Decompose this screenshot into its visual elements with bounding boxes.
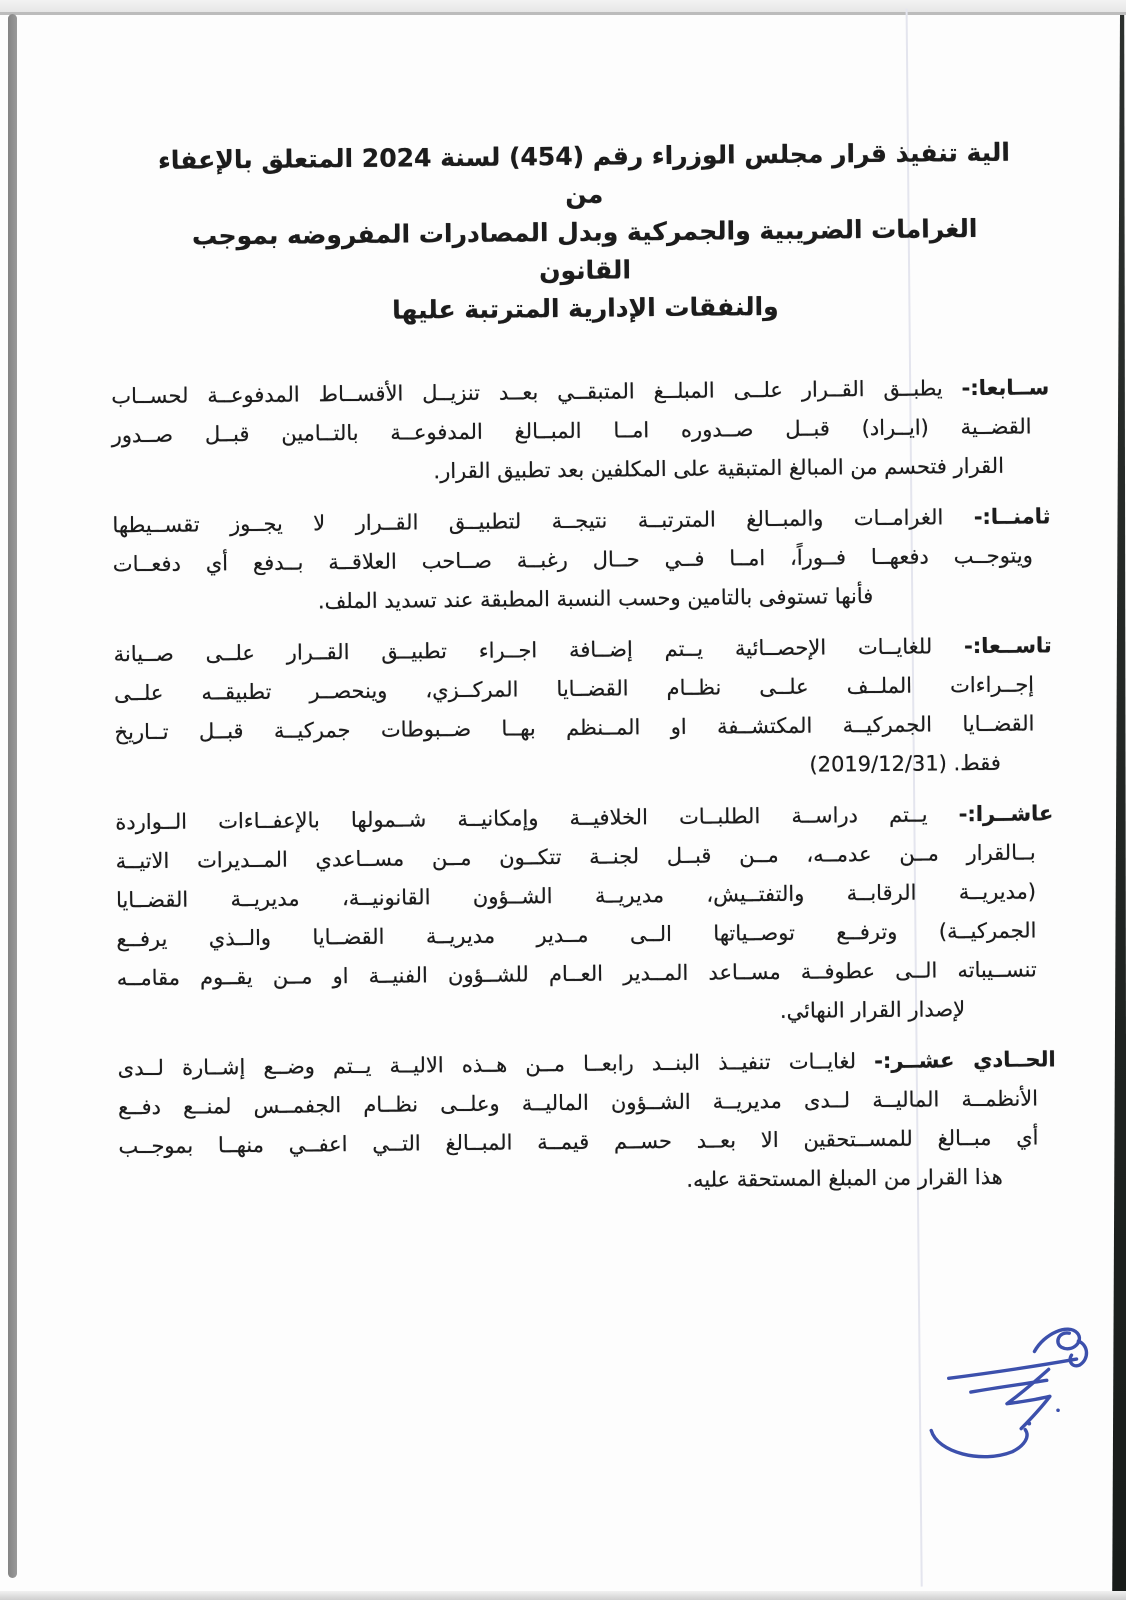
clause-line: أي مبــالغ للمســتحقين الا بعــد حســم قيمــة المبــالغ التــي اعفــي منهــا بموجــب [118,1125,1039,1159]
document-title [109,133,1049,332]
clause-text: الغرامــات والمبــالغ المترتبــة نتيجــة لتطبيــق القــرار لا يجــوز تقســيطها [112,505,944,538]
clause-line: فأنها تستوفى بالتامين وحسب النسبة المطبقة عند تسديد الملف. [317,583,874,614]
clause-line: الأنظمــة الماليــة لــدى مديريــة الشــؤون الماليــة وعلــى نظــام الجفمــس لمنــع دفــع [117,1086,1039,1120]
clause-label: عاشــرا:- [958,801,1054,827]
clause-ninth [114,626,1053,791]
clause-line: (مديريــة الرقابــة والتفتــيش، مديريــة الشــؤون القانونيــة، مديريــة القضــايا [115,879,1037,913]
clause-eighth [112,497,1051,623]
clause-line: لإصدار القرار النهائي. [779,997,966,1023]
clause-seventh [111,368,1050,494]
clause-text: يــتم دراســة الطلبــات الخلافيــة وإمكانيــة شــمولها بالإعفــاءات الــواردة [115,802,928,835]
clause-line: القضــايا الجمركيــة المكتشــفة او المــنظم بهــا ضــبوطات جمركيــة قبــل تــاريخ [114,711,1035,745]
clause-line: القرار فتحسم من المبالغ المتبقية على المكلفين بعد تطبيق القرار. [433,453,1005,484]
title-line: الغرامات الضريبية والجمركية وبدل المصادرات المفروضه بموجب القانون [191,213,978,286]
clause-label: ســابعا:- [961,375,1050,401]
clause-text: يطبــق القــرار علــى المبلــغ المتبقــي بعــد تنزيــل الأقســاط المدفوعــة لحســاب [111,376,943,409]
clause-label: الحــادي عشــر:- [874,1047,1056,1074]
clause-line: هذا القرار من المبلغ المستحقة عليه. [686,1164,1003,1192]
clause-line: القضــية (ايــراد) قبــل صــدوره امــا المبــالغ المدفوعــة بالتــامين قبــل صــدور [111,414,1032,448]
clause-eleventh [118,1040,1057,1205]
document-body [109,133,1057,1217]
title-line: والنفقات الإدارية المترتبة عليها [392,291,779,325]
clause-text: لغايــات تنفيــذ البنــد رابعــا مــن هــذه الاليــة يــتم وضــع إشــارة لــدى [117,1049,857,1081]
clause-line: ويتوجــب دفعهــا فــوراً، امــا فــي حــال رغبــة صــاحب العلاقــة بــدفع أي دفعــات [112,543,1033,577]
handwritten-signature-icon [918,1297,1102,1467]
clause-line: الجمركيــة) وترفــع توصــياتها الــى مــدير مديريــة القضــايا والــذي يرفــع [116,918,1037,952]
clauses [111,368,1057,1205]
clause-label: ثامنــا:- [973,504,1051,530]
clause-tenth [115,794,1055,1037]
clause-label: تاســعا:- [963,633,1052,659]
clause-line: فقط. (2019/12/31) [809,750,1001,777]
clause-text: للغايــات الإحصــائية يــتم إضــافة اجــراء تطبيــق القــرار علــى صــيانة [113,634,933,667]
clause-line: إجــراءات الملــف علــى نظــام القضــايا المركــزي، وينحصــر تطبيقــه علــى [113,672,1035,706]
clause-line: بــالقرار مــن عدمــه، مــن قبــل لجنــة تتكــون مــن مســاعدي المــديرات الاتيــة [115,840,1036,874]
clause-line: تنســيباته الــى عطوفــة مســاعد المــدير العــام للشــؤون الفنيــة او مــن يقــوم مقامــه [116,957,1037,991]
title-line: الية تنفيذ قرار مجلس الوزراء رقم (454) لسنة 2024 المتعلق بالإعفاء من [157,137,1011,209]
